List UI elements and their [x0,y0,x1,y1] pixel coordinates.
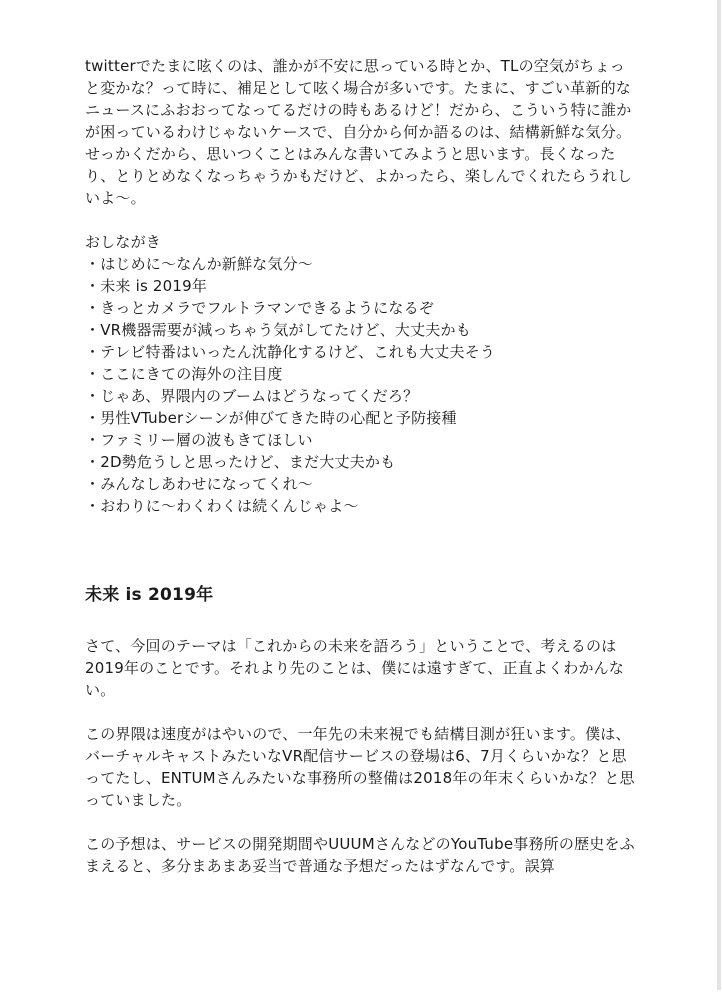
spacer [85,209,637,231]
intro-paragraph-1: twitterでたまに呟くのは、誰かが不安に思っている時とか、TLの空気がちょっと変かな？って時に、補足として呟く場合が多いです。たまに、すごい革新的なニュースにふおおってなってるだけの時もあるけど！だから、こういう特に誰かが困っているわけじゃないケースで、自分から何か語るのは、結構新鮮な気分。 [85,57,632,141]
toc-item: ・ みんなしあわせになってくれ～ [85,473,637,495]
spacer [85,517,637,583]
table-of-contents [85,253,637,517]
spacer [85,607,637,635]
spacer [85,811,637,833]
section-paragraph-2: この界隈は速度がはやいので、一年先の未来視でも結構目測が狂います。僕は、バーチャルキャストみたいなVR配信サービスの登場は6、7月くらいかな？と思ってたし、ENTUMさんみたいな事務所の整備は2018年の年末くらいかな？と思っていました。 [85,725,635,809]
toc-item: ・ VR機器需要が減っちゃう気がしてたけど、大丈夫かも [85,319,637,341]
toc-item: ・ ここにきての海外の注目度 [85,363,637,385]
toc-item: ・ ファミリー層の波もきてほしい [85,429,637,451]
intro-paragraph-2: せっかくだから、思いつくことはみんな書いてみようと思います。長くなったり、とりとめなくなっちゃうかもだけど、よかったら、楽しんでくれたらうれしいよ～。 [85,145,633,207]
toc-item: ・ 未来 is 2019年 [85,275,637,297]
toc-title: おしながき [85,233,162,251]
spacer [85,701,637,723]
section-paragraph-1: さて、今回のテーマは「これからの未来を語ろう」ということで、考えるのは2019年のことです。それより先のことは、僕には遠すぎて、正直よくわかんない。 [85,637,625,699]
section-heading: 未来 is 2019年 [85,585,214,605]
section-paragraph-3: この予想は、サービスの開発期間やUUUMさんなどのYouTube事務所の歴史をふまえると、多分まあまあ妥当で普通な予想だったはずなんです。誤算 [85,835,635,875]
page-edge-scrollbar[interactable] [717,0,721,990]
toc-item: ・ テレビ特番はいったん沈静化するけど、これも大丈夫そう [85,341,637,363]
toc-item: ・ 2D勢危うしと思ったけど、まだ大丈夫かも [85,451,637,473]
toc-item: ・ はじめに～なんか新鮮な気分～ [85,253,637,275]
document-body [85,55,637,877]
toc-item: ・ おわりに～わくわくは続くんじゃよ～ [85,495,637,517]
toc-item: ・ じゃあ、界隈内のブームはどうなってくだろ？ [85,385,637,407]
toc-item: ・ きっとカメラでフルトラマンできるようになるぞ [85,297,637,319]
toc-item: ・ 男性VTuberシーンが伸びてきた時の心配と予防接種 [85,407,637,429]
